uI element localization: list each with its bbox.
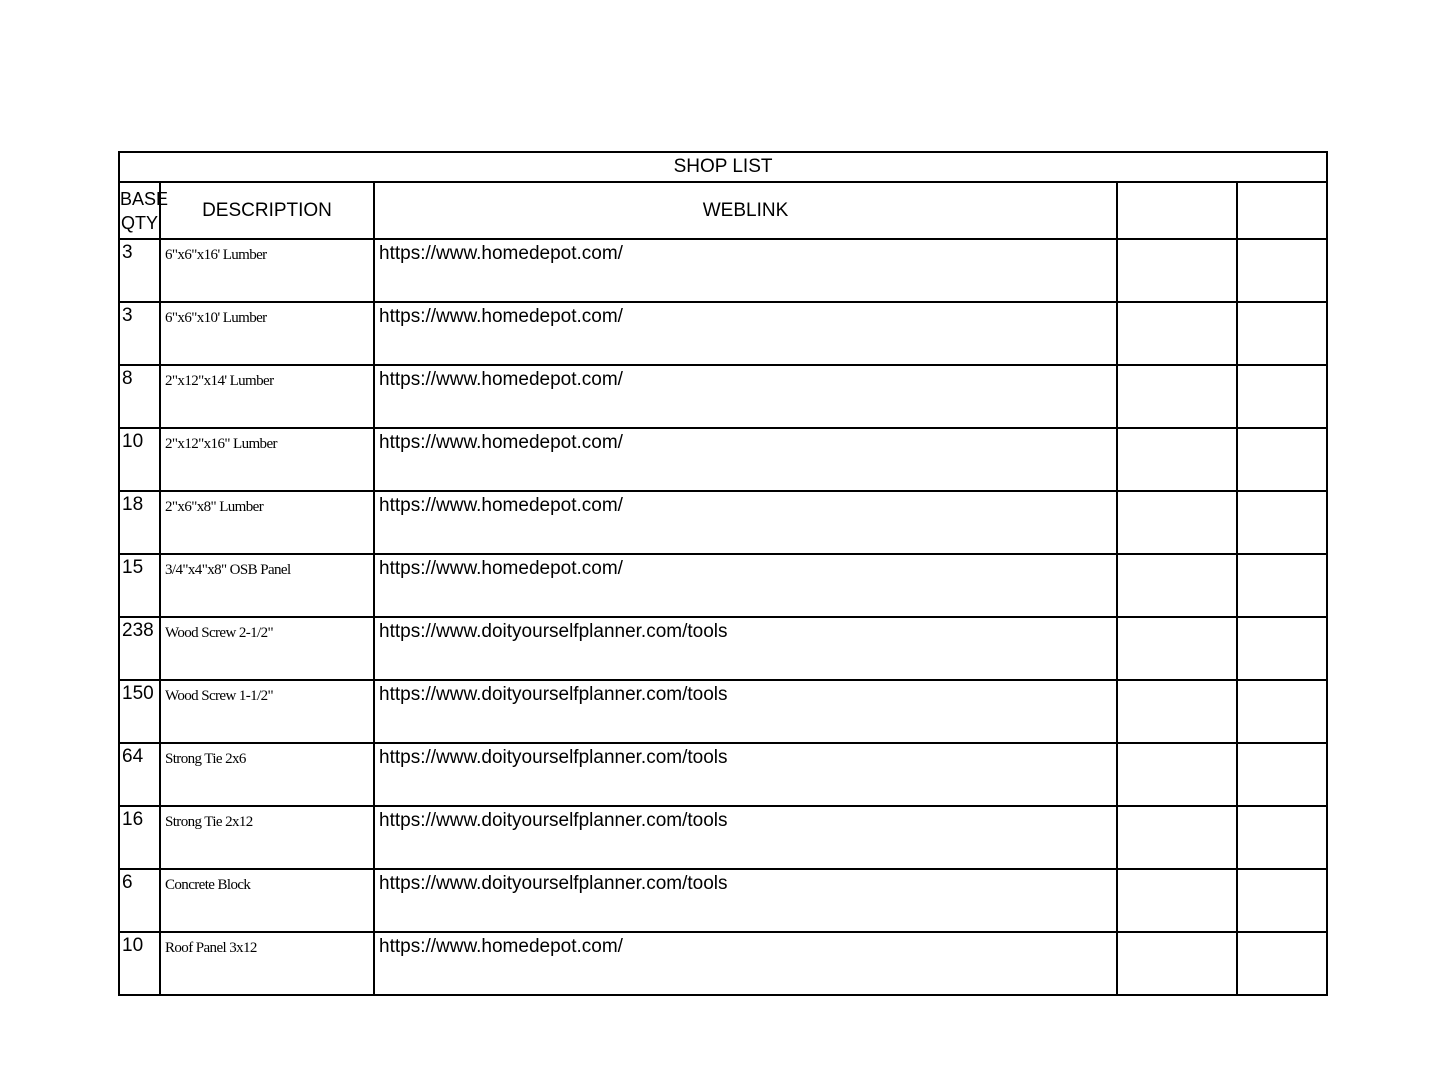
extra-cell-1 (1117, 239, 1237, 302)
extra-cell-1 (1117, 743, 1237, 806)
qty-cell: 3 (119, 302, 160, 365)
table-row (119, 680, 1327, 743)
description-cell: 6"x6"x16' Lumber (160, 239, 374, 302)
qty-header-line1: BASE (120, 188, 169, 209)
weblink-cell[interactable]: https://www.doityourselfplanner.com/tools (374, 869, 1117, 932)
qty-cell: 18 (119, 491, 160, 554)
table-row (119, 617, 1327, 680)
table-row (119, 302, 1327, 365)
extra-header-2 (1237, 182, 1327, 239)
qty-cell: 238 (119, 617, 160, 680)
extra-cell-1 (1117, 491, 1237, 554)
qty-cell: 3 (119, 239, 160, 302)
title-row (119, 152, 1327, 182)
extra-cell-1 (1117, 554, 1237, 617)
extra-cell-2 (1237, 302, 1327, 365)
qty-cell: 150 (119, 680, 160, 743)
extra-cell-1 (1117, 428, 1237, 491)
description-cell: Strong Tie 2x6 (160, 743, 374, 806)
table-row (119, 428, 1327, 491)
weblink-cell[interactable]: https://www.doityourselfplanner.com/tools (374, 680, 1117, 743)
weblink-header: WEBLINK (374, 182, 1117, 239)
extra-cell-2 (1237, 680, 1327, 743)
extra-header-1 (1117, 182, 1237, 239)
extra-cell-1 (1117, 680, 1237, 743)
qty-cell: 10 (119, 428, 160, 491)
extra-cell-1 (1117, 869, 1237, 932)
qty-cell: 15 (119, 554, 160, 617)
extra-cell-1 (1117, 617, 1237, 680)
description-cell: 2"x12"x16" Lumber (160, 428, 374, 491)
table-row (119, 239, 1327, 302)
extra-cell-2 (1237, 617, 1327, 680)
table-row (119, 743, 1327, 806)
extra-cell-1 (1117, 365, 1237, 428)
table-row (119, 869, 1327, 932)
shop-list-table (118, 151, 1328, 996)
description-cell: Wood Screw 1-1/2" (160, 680, 374, 743)
description-cell: 6"x6"x10' Lumber (160, 302, 374, 365)
extra-cell-2 (1237, 428, 1327, 491)
weblink-cell[interactable]: https://www.homedepot.com/ (374, 302, 1117, 365)
description-cell: Strong Tie 2x12 (160, 806, 374, 869)
table-row (119, 365, 1327, 428)
weblink-cell[interactable]: https://www.homedepot.com/ (374, 932, 1117, 995)
description-cell: 3/4"x4"x8" OSB Panel (160, 554, 374, 617)
qty-cell: 8 (119, 365, 160, 428)
description-cell: Concrete Block (160, 869, 374, 932)
description-cell: Wood Screw 2-1/2" (160, 617, 374, 680)
extra-cell-2 (1237, 806, 1327, 869)
extra-cell-1 (1117, 932, 1237, 995)
weblink-cell[interactable]: https://www.doityourselfplanner.com/tools (374, 806, 1117, 869)
description-cell: 2"x6"x8" Lumber (160, 491, 374, 554)
extra-cell-2 (1237, 554, 1327, 617)
weblink-cell[interactable]: https://www.homedepot.com/ (374, 428, 1117, 491)
extra-cell-2 (1237, 743, 1327, 806)
description-cell: 2"x12"x14' Lumber (160, 365, 374, 428)
table-row (119, 554, 1327, 617)
table-row (119, 932, 1327, 995)
extra-cell-1 (1117, 806, 1237, 869)
qty-header-line2: QTY (120, 212, 158, 233)
description-cell: Roof Panel 3x12 (160, 932, 374, 995)
extra-cell-2 (1237, 365, 1327, 428)
weblink-cell[interactable]: https://www.homedepot.com/ (374, 554, 1117, 617)
extra-cell-2 (1237, 932, 1327, 995)
weblink-cell[interactable]: https://www.doityourselfplanner.com/tools (374, 617, 1117, 680)
extra-cell-2 (1237, 869, 1327, 932)
qty-header (119, 182, 169, 239)
qty-cell: 6 (119, 869, 160, 932)
qty-cell: 64 (119, 743, 160, 806)
extra-cell-2 (1237, 239, 1327, 302)
table-row (119, 491, 1327, 554)
extra-cell-1 (1117, 302, 1237, 365)
table-row (119, 806, 1327, 869)
weblink-cell[interactable]: https://www.homedepot.com/ (374, 239, 1117, 302)
header-row (119, 182, 1327, 239)
description-header: DESCRIPTION (160, 182, 374, 239)
weblink-cell[interactable]: https://www.homedepot.com/ (374, 491, 1117, 554)
qty-cell: 10 (119, 932, 160, 995)
extra-cell-2 (1237, 491, 1327, 554)
weblink-cell[interactable]: https://www.doityourselfplanner.com/tools (374, 743, 1117, 806)
table-title: SHOP LIST (119, 152, 1327, 182)
weblink-cell[interactable]: https://www.homedepot.com/ (374, 365, 1117, 428)
qty-cell: 16 (119, 806, 160, 869)
